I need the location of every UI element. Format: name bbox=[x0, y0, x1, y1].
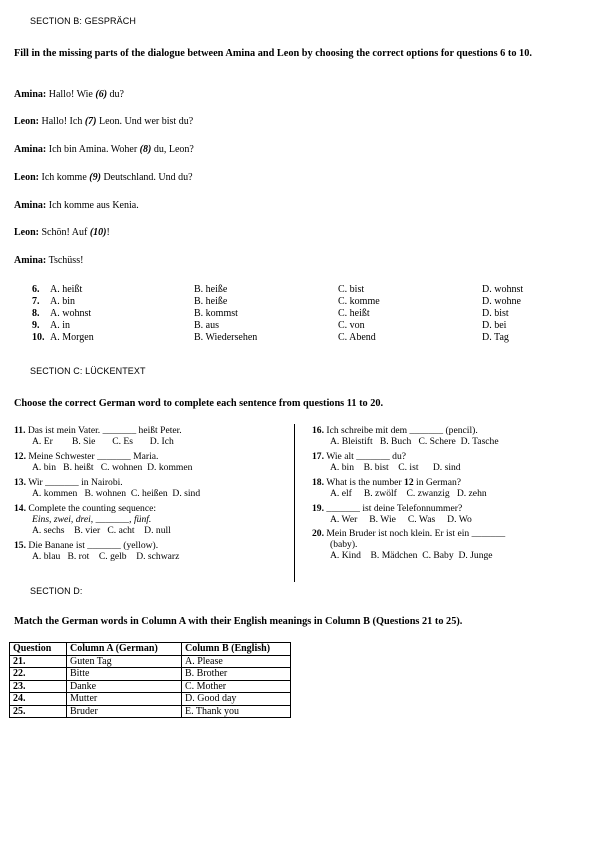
dialogue-line bbox=[14, 144, 194, 155]
option-a[interactable]: A. wohnst bbox=[50, 308, 92, 319]
column-divider bbox=[294, 424, 295, 582]
question-number: 16. bbox=[312, 425, 324, 436]
question-text: What is the number bbox=[324, 477, 405, 488]
question-item bbox=[312, 528, 505, 561]
dialogue-text: Ich komme aus Kenia. bbox=[48, 200, 139, 211]
english-meaning-cell: E. Thank you bbox=[182, 705, 291, 718]
question-text: Das ist mein Vater. _______ heißt Peter. bbox=[25, 425, 182, 436]
counting-sequence: Eins, zwei, drei, _______, fünf. bbox=[32, 514, 152, 525]
question-text: Wie alt _______ du? bbox=[324, 451, 407, 462]
question-item bbox=[312, 425, 499, 447]
column-header: Column B (English) bbox=[182, 643, 291, 656]
question-item bbox=[14, 425, 182, 447]
dialogue-text: Ich komme bbox=[41, 172, 90, 183]
english-meaning-cell: B. Brother bbox=[182, 668, 291, 681]
answer-options[interactable]: A. bin B. bist C. ist D. sind bbox=[330, 462, 461, 473]
dialogue-text: Deutschland. Und du? bbox=[100, 172, 193, 183]
question-item bbox=[312, 451, 461, 473]
speaker: Amina: bbox=[14, 200, 47, 211]
answer-options[interactable]: A. Wer B. Wie C. Was D. Wo bbox=[330, 514, 472, 525]
section-b-heading: SECTION B: GESPRÄCH bbox=[30, 16, 136, 26]
german-word-cell: Bruder bbox=[67, 705, 182, 718]
dialogue-line bbox=[14, 255, 83, 266]
section-b-instruction: Fill in the missing parts of the dialogue between Amina and Leon by choosing the correct options for questions 6 to 10. bbox=[14, 48, 532, 59]
dialogue-line bbox=[14, 200, 139, 211]
speaker: Amina: bbox=[14, 144, 47, 155]
question-text: _______ ist deine Telefonnummer? bbox=[324, 503, 463, 514]
table-row bbox=[10, 655, 291, 668]
table-row bbox=[10, 680, 291, 693]
german-word-cell: Mutter bbox=[67, 693, 182, 706]
blank-marker: (6) bbox=[95, 89, 108, 100]
table-row bbox=[10, 668, 291, 681]
dialogue-line bbox=[14, 172, 193, 183]
speaker: Leon: bbox=[14, 116, 39, 127]
speaker: Leon: bbox=[14, 227, 39, 238]
option-b[interactable]: B. kommst bbox=[194, 308, 238, 319]
dialogue-text: Hallo! Wie bbox=[48, 89, 96, 100]
speaker: Amina: bbox=[14, 255, 47, 266]
question-number-cell: 21. bbox=[10, 655, 67, 668]
blank-marker: (9) bbox=[89, 172, 101, 183]
section-c-instruction: Choose the correct German word to complete each sentence from questions 11 to 20. bbox=[14, 398, 384, 409]
option-a[interactable]: A. Morgen bbox=[50, 332, 94, 343]
answer-options[interactable]: A. Bleistift B. Buch C. Schere D. Tasche bbox=[330, 436, 499, 447]
question-number: 15. bbox=[14, 540, 26, 551]
question-text: Die Banane ist _______ (yellow). bbox=[26, 540, 159, 551]
section-d-instruction: Match the German words in Column A with their English meanings in Column B (Questions 21 to 25). bbox=[14, 616, 463, 627]
german-word-cell: Guten Tag bbox=[67, 655, 182, 668]
question-text: Mein Bruder ist noch klein. Er ist ein _______ bbox=[324, 528, 506, 539]
answer-options[interactable]: A. kommen B. wohnen C. heißen D. sind bbox=[32, 488, 201, 499]
column-header: Question bbox=[10, 643, 67, 656]
matching-table bbox=[9, 642, 291, 718]
question-number-cell: 23. bbox=[10, 680, 67, 693]
option-a[interactable]: A. in bbox=[50, 320, 70, 331]
english-meaning-cell: A. Please bbox=[182, 655, 291, 668]
question-number: 18. bbox=[312, 477, 324, 488]
option-d[interactable]: D. Tag bbox=[482, 332, 509, 343]
answer-options[interactable]: A. elf B. zwölf C. zwanzig D. zehn bbox=[330, 488, 487, 499]
answer-options[interactable]: A. Er B. Sie C. Es D. Ich bbox=[32, 436, 174, 447]
dialogue-text: Ich bin Amina. Woher bbox=[48, 144, 140, 155]
option-a[interactable]: A. heißt bbox=[50, 284, 83, 295]
option-a[interactable]: A. bin bbox=[50, 296, 75, 307]
question-text-continued: (baby). bbox=[330, 539, 358, 550]
german-word-cell: Bitte bbox=[67, 668, 182, 681]
question-item bbox=[312, 503, 472, 525]
dialogue-line bbox=[14, 89, 124, 100]
answer-options[interactable]: A. sechs B. vier C. acht D. null bbox=[32, 525, 171, 536]
option-c[interactable]: C. komme bbox=[338, 296, 380, 307]
table-row bbox=[10, 693, 291, 706]
question-text: Complete the counting sequence: bbox=[26, 503, 157, 514]
option-d[interactable]: D. wohnst bbox=[482, 284, 524, 295]
english-meaning-cell: D. Good day bbox=[182, 693, 291, 706]
dialogue-text: Tschüss! bbox=[48, 255, 84, 266]
option-b[interactable]: B. Wiedersehen bbox=[194, 332, 258, 343]
dialogue-text: Hallo! Ich bbox=[41, 116, 85, 127]
option-c[interactable]: C. Abend bbox=[338, 332, 376, 343]
section-d-heading: SECTION D: bbox=[30, 586, 83, 596]
question-number-cell: 22. bbox=[10, 668, 67, 681]
dialogue-text: ! bbox=[106, 227, 110, 238]
dialogue-text: Leon. Und wer bist du? bbox=[96, 116, 194, 127]
question-number: 20. bbox=[312, 528, 324, 539]
option-c[interactable]: C. von bbox=[338, 320, 365, 331]
option-row bbox=[32, 284, 50, 295]
question-item bbox=[14, 503, 171, 536]
question-text: Ich schreibe mit dem _______ (pencil). bbox=[324, 425, 478, 436]
table-header-row bbox=[10, 643, 291, 656]
question-number: 13. bbox=[14, 477, 26, 488]
number-highlight: 12 bbox=[404, 477, 414, 488]
blank-marker: (8) bbox=[139, 144, 152, 155]
option-b[interactable]: B. heiße bbox=[194, 284, 228, 295]
speaker: Leon: bbox=[14, 172, 39, 183]
question-text: Wir _______ in Nairobi. bbox=[26, 477, 123, 488]
question-text: Meine Schwester _______ Maria. bbox=[26, 451, 159, 462]
answer-options[interactable]: A. blau B. rot C. gelb D. schwarz bbox=[32, 551, 180, 562]
question-number: 17. bbox=[312, 451, 324, 462]
option-c[interactable]: C. heißt bbox=[338, 308, 370, 319]
option-b[interactable]: B. aus bbox=[194, 320, 219, 331]
question-item bbox=[312, 477, 487, 499]
answer-options[interactable]: A. bin B. heißt C. wohnen D. kommen bbox=[32, 462, 193, 473]
question-number: 14. bbox=[14, 503, 26, 514]
column-header: Column A (German) bbox=[67, 643, 182, 656]
option-number: 8. bbox=[32, 308, 40, 319]
table-row bbox=[10, 705, 291, 718]
question-number-cell: 24. bbox=[10, 693, 67, 706]
dialogue-text: du? bbox=[107, 89, 124, 100]
dialogue-text: Schön! Auf bbox=[41, 227, 90, 238]
option-d[interactable]: D. bist bbox=[482, 308, 509, 319]
answer-options[interactable]: A. Kind B. Mädchen C. Baby D. Junge bbox=[330, 550, 493, 561]
section-c-heading: SECTION C: LÜCKENTEXT bbox=[30, 366, 146, 376]
option-c[interactable]: C. bist bbox=[338, 284, 365, 295]
dialogue-line bbox=[14, 227, 110, 238]
option-b[interactable]: B. heiße bbox=[194, 296, 228, 307]
option-number: 10. bbox=[32, 332, 45, 343]
question-number-cell: 25. bbox=[10, 705, 67, 718]
blank-marker: (10) bbox=[89, 227, 107, 238]
option-number: 9. bbox=[32, 320, 40, 331]
option-d[interactable]: D. wohne bbox=[482, 296, 521, 307]
speaker: Amina: bbox=[14, 89, 47, 100]
question-number: 12. bbox=[14, 451, 26, 462]
blank-marker: (7) bbox=[84, 116, 97, 127]
question-item bbox=[14, 540, 179, 562]
option-number: 6. bbox=[32, 284, 40, 295]
dialogue-line bbox=[14, 116, 193, 127]
option-number: 7. bbox=[32, 296, 40, 307]
option-d[interactable]: D. bei bbox=[482, 320, 507, 331]
german-word-cell: Danke bbox=[67, 680, 182, 693]
english-meaning-cell: C. Mother bbox=[182, 680, 291, 693]
dialogue-text: du, Leon? bbox=[151, 144, 194, 155]
question-item bbox=[14, 477, 200, 499]
question-number: 19. bbox=[312, 503, 324, 514]
question-item bbox=[14, 451, 192, 473]
question-number: 11. bbox=[14, 425, 26, 436]
question-text: in German? bbox=[413, 477, 462, 488]
